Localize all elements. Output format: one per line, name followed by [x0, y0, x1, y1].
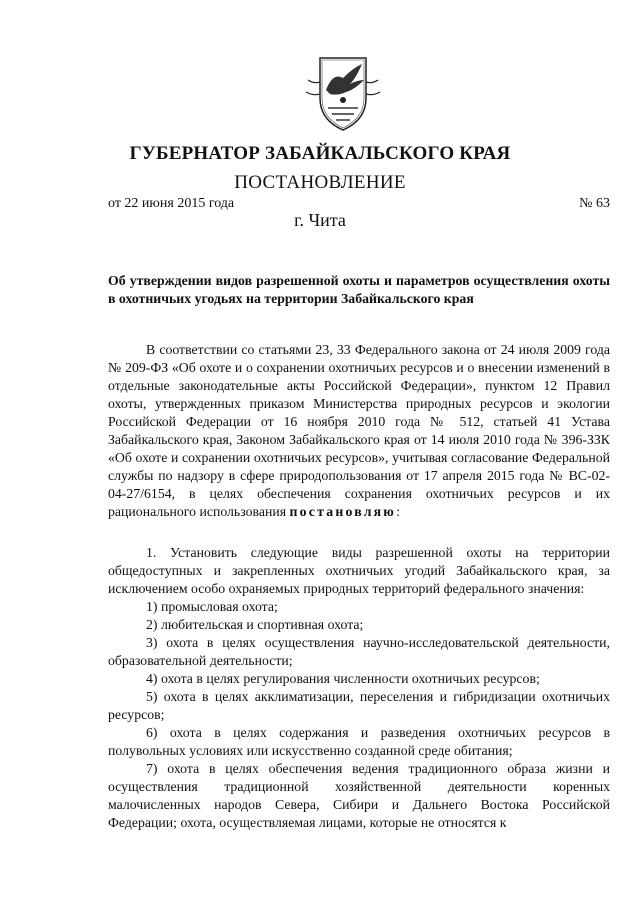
clause-1 [108, 544, 610, 832]
clause-1-intro: 1. Установить следующие виды разрешенной охоты на территории общедоступных и закрепленных охотничьих угодий Забайкальского края, за исключением особо охраняемых природных территорий федерального значения: [108, 545, 610, 596]
preamble [108, 341, 610, 521]
authority-title: ГУБЕРНАТОР ЗАБАЙКАЛЬСКОГО КРАЯ [129, 143, 511, 164]
list-item: 3) охота в целях осуществления научно-исследовательской деятельности, образовательной деятельности; [108, 635, 610, 668]
preamble-text: В соответствии со статьями 23, 33 Федерального закона от 24 июля 2009 года № 209-ФЗ «Об охоте и о сохранении охотничьих ресурсов и о внесении изменений в отдельные законодательные акты Российской Федерации», пунктом 12 Правил охоты, утвержденных приказом Министерства природных ресурсов и экологии Российской Федерации от 16 ноября 2010 года № 512, статьей 41 Устава Забайкальского края, Законом Забайкальского края от 14 июля 2010 года № 396-ЗЗК «Об охоте и сохранении охотничьих ресурсов», учитывая согласование Федеральной службы по надзору в сфере природопользования от 17 апреля 2015 года № ВС-02-04-27/6154, в целях обеспечения сохранения охотничьих ресурсов и их рационального использования [108, 342, 610, 519]
document-type: ПОСТАНОВЛЕНИЕ [234, 172, 406, 193]
list-item: 6) охота в целях содержания и разведения охотничьих ресурсов в полувольных условиях или искусственно созданной среде обитания; [108, 725, 610, 758]
document-number: № 63 [579, 196, 610, 211]
list-item: 7) охота в целях обеспечения ведения традиционного образа жизни и осуществления традиционной хозяйственной деятельности коренных малочисленных народов Севера, Сибири и Дальнего Востока Российской Федерации; охота, осуществляемая лицами, которые не относятся к [108, 761, 610, 830]
document-city: г. Чита [294, 210, 346, 230]
decree-word: постановляю [289, 504, 397, 519]
hunting-types-list [108, 598, 610, 832]
preamble-paragraph [108, 341, 610, 521]
list-item: 1) промысловая охота; [146, 599, 278, 614]
coat-of-arms-icon [298, 50, 388, 135]
decree-suffix: : [396, 504, 400, 519]
list-item: 5) охота в целях акклиматизации, переселения и гибридизации охотничьих ресурсов; [108, 689, 610, 722]
list-item: 2) любительская и спортивная охота; [146, 617, 364, 632]
list-item: 4) охота в целях регулирования численности охотничьих ресурсов; [146, 671, 540, 686]
document-subject: Об утверждении видов разрешенной охоты и параметров осуществления охоты в охотничьих угодьях на территории Забайкальского края [108, 273, 610, 306]
document-date: от 22 июня 2015 года [108, 196, 235, 211]
